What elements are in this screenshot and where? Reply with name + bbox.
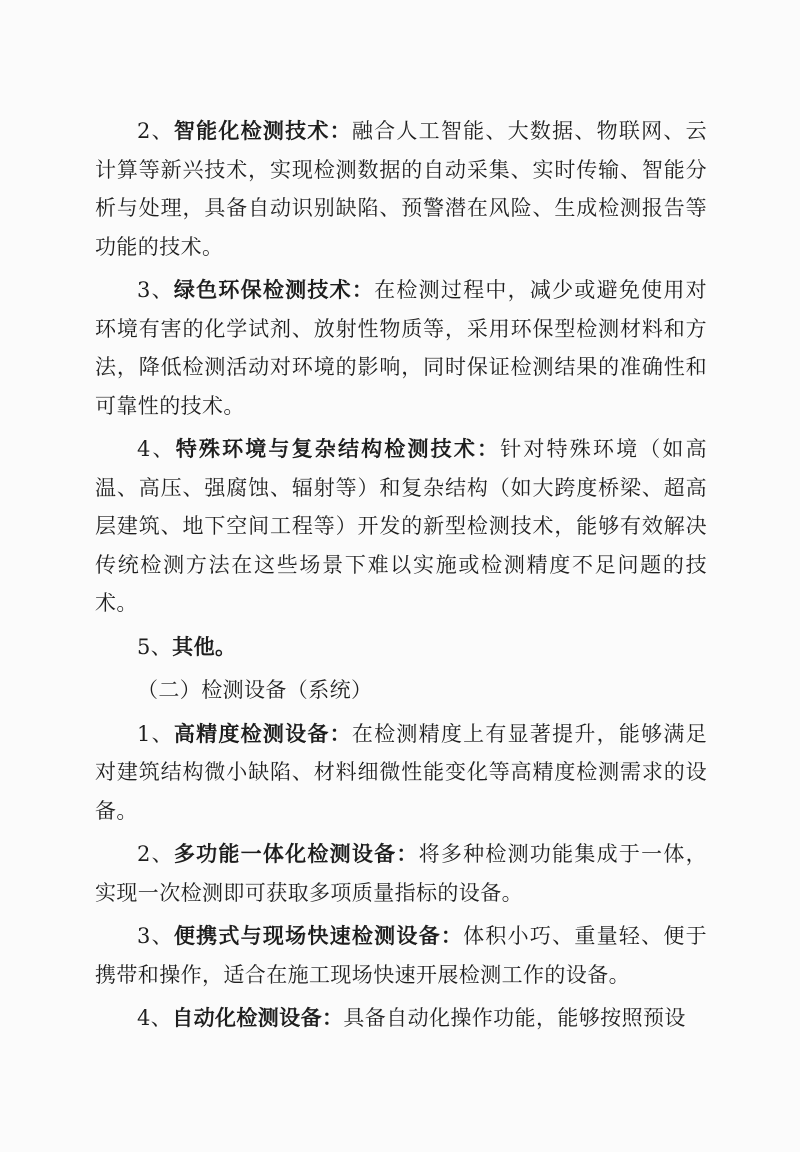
paragraph-other [95,628,707,667]
item-body: 在检测过程中，减少或避免使用对环境有害的化学试剂、放射性物质等，采用环保型检测材料和方法，降低检测活动对环境的影响，同时保证检测结果的准确性和可靠性的技术。 [95,278,707,418]
item-body: 具备自动化操作功能，能够按照预设 [343,1006,686,1030]
item-heading: 特殊环境与复杂结构检测技术： [175,437,501,461]
item-number: 3、 [137,924,174,948]
item-heading: 自动化检测设备： [172,1006,344,1030]
item-heading: 高精度检测设备： [173,721,352,746]
item-heading: 便携式与现场快速检测设备： [173,924,464,948]
paragraph-green-detection [95,271,707,425]
item-number: 1、 [137,721,174,746]
item-heading: 智能化检测技术： [173,119,352,143]
item-number: 3、 [137,278,174,302]
document-body [95,112,707,1038]
item-number: 4、 [137,437,176,461]
item-body: 体积小巧、重量轻、便于携带和操作，适合在施工现场快速开展检测工作的设备。 [95,924,707,987]
paragraph-special-environment [95,430,707,623]
item-number: 4、 [137,1006,173,1030]
item-number: 5、 [137,634,173,659]
paragraph-automated-equipment [95,999,707,1038]
item-body: 融合人工智能、大数据、物联网、云计算等新兴技术，实现检测数据的自动采集、实时传输、智能分析与处理，具备自动识别缺陷、预警潜在风险、生成检测报告等功能的技术。 [95,119,707,259]
paragraph-portable-equipment [95,917,707,994]
item-number: 2、 [137,842,174,866]
item-body: 在检测精度上有显著提升，能够满足对建筑结构微小缺陷、材料细微性能变化等高精度检测需求的设备。 [95,721,707,823]
paragraph-smart-detection [95,112,707,266]
paragraph-high-precision-equipment [95,715,707,831]
item-heading: 绿色环保检测技术： [173,278,375,302]
section-title: （二）检测设备（系统） [137,678,373,702]
item-heading: 其他。 [172,634,237,659]
item-heading: 多功能一体化检测设备： [173,842,419,866]
item-body: 针对特殊环境（如高温、高压、强腐蚀、辐射等）和复杂结构（如大跨度桥梁、超高层建筑、地下空间工程等）开发的新型检测技术，能够有效解决传统检测方法在这些场景下难以实施或检测精度不足问题的技术。 [95,437,707,615]
paragraph-multifunction-equipment [95,835,707,912]
item-number: 2、 [137,119,174,143]
item-body: 将多种检测功能集成于一体，实现一次检测即可获取多项质量指标的设备。 [95,842,707,905]
